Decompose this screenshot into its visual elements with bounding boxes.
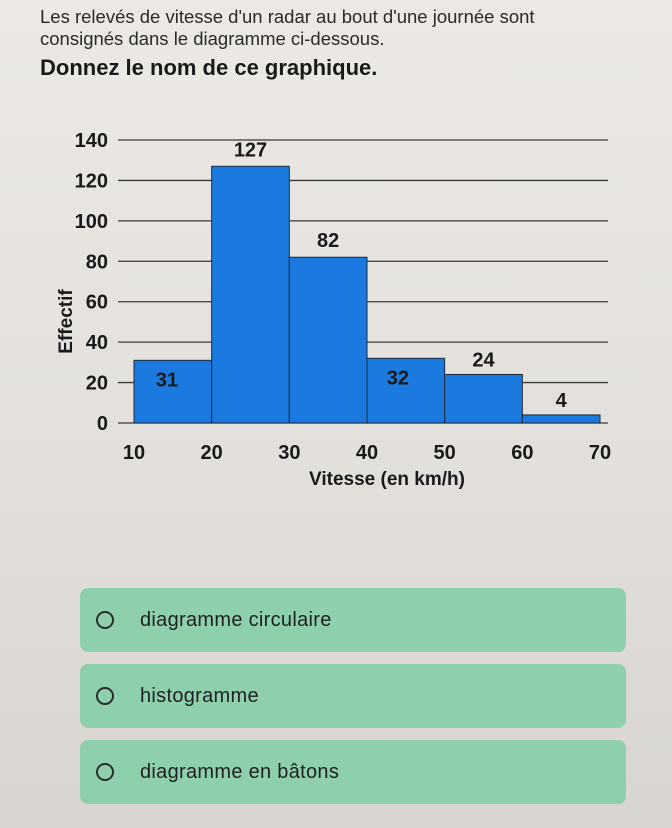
y-axis-label: Effectif [56,289,77,354]
x-tick-label: 40 [355,442,379,464]
choice-diagramme-en-batons[interactable] [80,740,626,804]
x-axis-label: Vitesse (en km/h) [309,469,465,490]
x-tick-label: 20 [200,442,223,464]
question-text-line-2: consignés dans le diagramme ci-dessous. [40,28,385,49]
choice-label: diagramme en bâtons [140,760,340,783]
histogram-bar-3 [289,257,367,423]
choice-label: histogramme [140,684,259,707]
y-tick-label: 100 [74,210,108,233]
question-text-line-1: Les relevés de vitesse d'un radar au bout d'une journée sont [40,6,535,27]
histogram-bar-5 [445,374,523,423]
bar-value-label: 24 [472,349,495,372]
choice-diagramme-circulaire[interactable] [80,588,626,652]
histogram-bar-2 [212,166,290,423]
radio-circle-icon[interactable] [96,763,114,781]
x-tick-label: 50 [433,442,456,464]
choice-label: diagramme circulaire [140,608,332,631]
y-tick-label: 80 [85,251,108,274]
y-tick-label: 40 [85,332,108,355]
radio-circle-icon[interactable] [96,687,114,705]
y-tick-label: 120 [74,170,108,193]
x-tick-label: 70 [588,442,612,464]
bar-value-label: 31 [155,369,178,392]
y-tick-label: 20 [85,372,108,395]
question-block [40,6,660,82]
histogram-chart [0,118,672,498]
x-tick-label: 60 [511,442,534,464]
x-tick-label: 30 [278,442,301,464]
bar-value-label: 82 [317,230,340,253]
histogram-bar-6 [522,415,600,423]
bar-value-label: 32 [386,367,409,390]
question-prompt: Donnez le nom de ce graphique. [40,55,378,80]
choice-histogramme[interactable] [80,664,626,728]
x-tick-label: 10 [122,442,146,464]
y-tick-label: 140 [74,130,108,152]
bar-value-label: 127 [233,139,268,162]
bar-value-label: 4 [555,389,567,412]
radio-circle-icon[interactable] [96,611,114,629]
y-tick-label: 0 [96,413,108,435]
y-tick-label: 60 [85,291,108,314]
